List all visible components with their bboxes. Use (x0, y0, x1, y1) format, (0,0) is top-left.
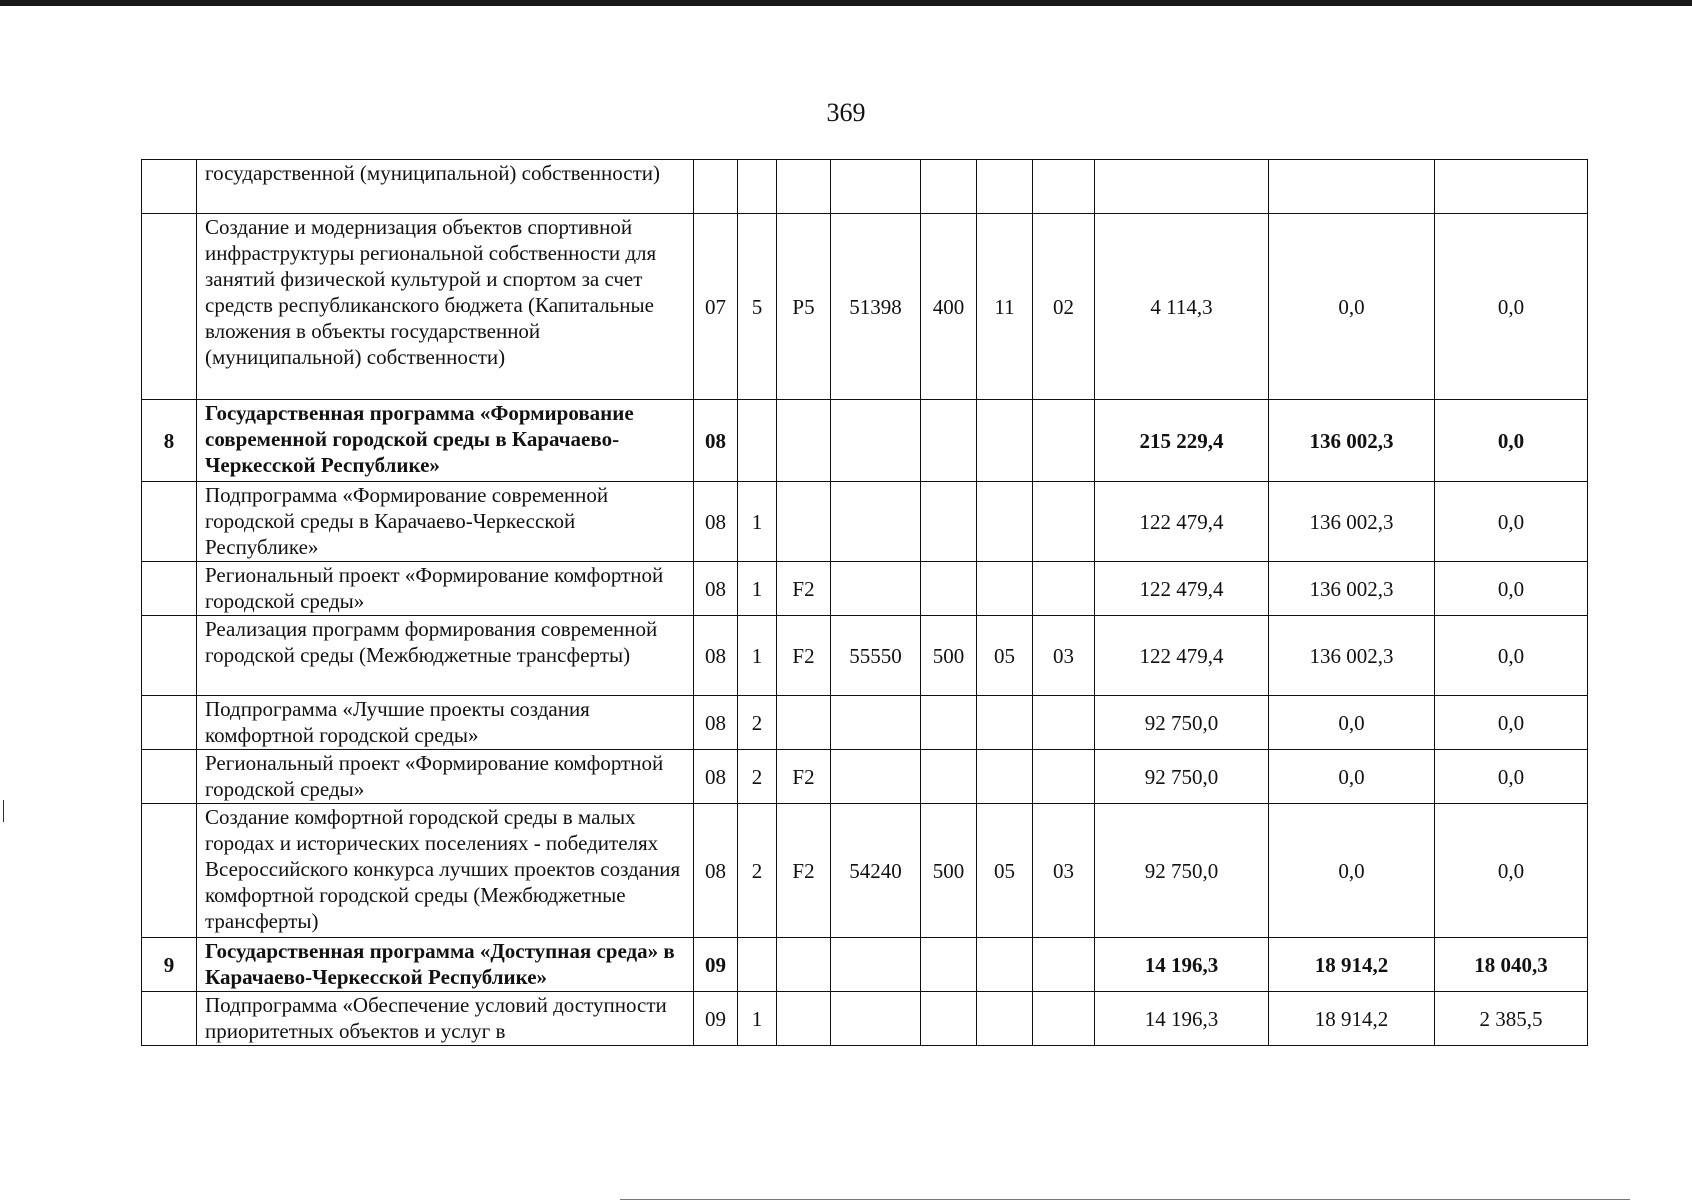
row-number (142, 214, 197, 400)
sum-year-3: 0,0 (1435, 696, 1588, 750)
code-project: F2 (777, 804, 831, 938)
sum-year-1 (1095, 160, 1269, 214)
code-section: 05 (977, 616, 1033, 696)
code-direction: 54240 (831, 804, 921, 938)
code-project: F2 (777, 616, 831, 696)
table-row (142, 562, 1588, 616)
code-expense-type: 500 (921, 804, 977, 938)
row-number (142, 482, 197, 562)
table-row (142, 616, 1588, 696)
row-name: Государственная программа «Формирование современной городской среды в Карачаево-Черкесской Республике» (197, 400, 694, 482)
code-direction (831, 400, 921, 482)
code-project: F2 (777, 562, 831, 616)
code-direction (831, 482, 921, 562)
code-subsection (1033, 696, 1095, 750)
sum-year-3: 18 040,3 (1435, 938, 1588, 992)
code-direction (831, 750, 921, 804)
row-name: Подпрограмма «Обеспечение условий доступности приоритетных объектов и услуг в (197, 992, 694, 1046)
code-expense-type (921, 562, 977, 616)
row-name: Региональный проект «Формирование комфортной городской среды» (197, 562, 694, 616)
code-project (777, 482, 831, 562)
sum-year-3: 0,0 (1435, 750, 1588, 804)
row-name: Подпрограмма «Лучшие проекты создания комфортной городской среды» (197, 696, 694, 750)
table-row (142, 938, 1588, 992)
row-name: Государственная программа «Доступная среда» в Карачаево-Черкесской Республике» (197, 938, 694, 992)
code-program: 08 (694, 400, 738, 482)
code-subprogram (738, 160, 777, 214)
sum-year-1: 122 479,4 (1095, 616, 1269, 696)
code-subsection (1033, 938, 1095, 992)
code-section (977, 562, 1033, 616)
sum-year-3: 0,0 (1435, 482, 1588, 562)
code-subsection (1033, 562, 1095, 616)
code-program: 08 (694, 750, 738, 804)
code-project: P5 (777, 214, 831, 400)
sum-year-2 (1269, 160, 1435, 214)
code-subsection (1033, 482, 1095, 562)
sum-year-2: 0,0 (1269, 214, 1435, 400)
code-subprogram: 1 (738, 616, 777, 696)
code-subprogram (738, 400, 777, 482)
row-number (142, 804, 197, 938)
row-number: 9 (142, 938, 197, 992)
code-section (977, 696, 1033, 750)
code-section (977, 938, 1033, 992)
budget-table (141, 159, 1588, 1046)
table-row (142, 214, 1588, 400)
code-direction (831, 992, 921, 1046)
sum-year-1: 92 750,0 (1095, 804, 1269, 938)
sum-year-1: 14 196,3 (1095, 992, 1269, 1046)
top-rule (0, 0, 1692, 6)
code-expense-type: 500 (921, 616, 977, 696)
row-name: Создание комфортной городской среды в малых городах и исторических поселениях - победителях Всероссийского конкурса лучших проектов создания комфортной городской среды (Межбюджетные трансферты) (197, 804, 694, 938)
code-direction: 55550 (831, 616, 921, 696)
code-subprogram: 1 (738, 482, 777, 562)
code-project (777, 160, 831, 214)
sum-year-2: 18 914,2 (1269, 992, 1435, 1046)
sum-year-3: 0,0 (1435, 562, 1588, 616)
sum-year-3: 2 385,5 (1435, 992, 1588, 1046)
code-subprogram: 5 (738, 214, 777, 400)
code-program: 08 (694, 616, 738, 696)
code-project: F2 (777, 750, 831, 804)
sum-year-3: 0,0 (1435, 400, 1588, 482)
code-section (977, 160, 1033, 214)
code-section (977, 400, 1033, 482)
sum-year-3: 0,0 (1435, 616, 1588, 696)
code-section (977, 750, 1033, 804)
table-row (142, 992, 1588, 1046)
sum-year-1: 92 750,0 (1095, 750, 1269, 804)
code-expense-type (921, 160, 977, 214)
code-subprogram: 1 (738, 562, 777, 616)
code-subsection: 02 (1033, 214, 1095, 400)
code-section (977, 992, 1033, 1046)
code-subprogram: 1 (738, 992, 777, 1046)
code-subsection (1033, 992, 1095, 1046)
code-expense-type (921, 992, 977, 1046)
code-program (694, 160, 738, 214)
table-row (142, 482, 1588, 562)
sum-year-1: 4 114,3 (1095, 214, 1269, 400)
row-name: государственной (муниципальной) собственности) (197, 160, 694, 214)
row-number (142, 696, 197, 750)
code-subsection (1033, 160, 1095, 214)
sum-year-3 (1435, 160, 1588, 214)
table-body (142, 160, 1588, 1046)
scan-mark (3, 800, 4, 822)
sum-year-1: 215 229,4 (1095, 400, 1269, 482)
sum-year-1: 92 750,0 (1095, 696, 1269, 750)
code-section (977, 482, 1033, 562)
table-row (142, 804, 1588, 938)
code-project (777, 696, 831, 750)
code-program: 09 (694, 938, 738, 992)
code-subprogram: 2 (738, 696, 777, 750)
code-subsection (1033, 750, 1095, 804)
sum-year-2: 136 002,3 (1269, 482, 1435, 562)
code-direction (831, 696, 921, 750)
sum-year-2: 18 914,2 (1269, 938, 1435, 992)
row-name: Реализация программ формирования современной городской среды (Межбюджетные трансферты) (197, 616, 694, 696)
code-expense-type: 400 (921, 214, 977, 400)
code-subprogram: 2 (738, 804, 777, 938)
code-expense-type (921, 696, 977, 750)
table-row (142, 750, 1588, 804)
sum-year-3: 0,0 (1435, 214, 1588, 400)
table-row (142, 696, 1588, 750)
code-program: 08 (694, 482, 738, 562)
row-number (142, 562, 197, 616)
sum-year-2: 0,0 (1269, 696, 1435, 750)
table-row (142, 160, 1588, 214)
sum-year-1: 122 479,4 (1095, 562, 1269, 616)
row-number (142, 160, 197, 214)
row-number (142, 992, 197, 1046)
code-project (777, 992, 831, 1046)
row-name: Региональный проект «Формирование комфортной городской среды» (197, 750, 694, 804)
sum-year-2: 0,0 (1269, 750, 1435, 804)
sum-year-2: 136 002,3 (1269, 616, 1435, 696)
code-direction (831, 938, 921, 992)
code-program: 08 (694, 562, 738, 616)
code-direction (831, 562, 921, 616)
code-expense-type (921, 400, 977, 482)
code-project (777, 400, 831, 482)
code-program: 09 (694, 992, 738, 1046)
code-expense-type (921, 938, 977, 992)
code-program: 08 (694, 804, 738, 938)
sum-year-1: 14 196,3 (1095, 938, 1269, 992)
code-subsection: 03 (1033, 616, 1095, 696)
row-number (142, 750, 197, 804)
row-name: Подпрограмма «Формирование современной городской среды в Карачаево-Черкесской Республике» (197, 482, 694, 562)
code-subprogram: 2 (738, 750, 777, 804)
code-direction (831, 160, 921, 214)
sum-year-2: 0,0 (1269, 804, 1435, 938)
code-direction: 51398 (831, 214, 921, 400)
sum-year-2: 136 002,3 (1269, 562, 1435, 616)
code-section: 05 (977, 804, 1033, 938)
code-program: 08 (694, 696, 738, 750)
table-row (142, 400, 1588, 482)
row-number (142, 616, 197, 696)
code-subprogram (738, 938, 777, 992)
code-subsection (1033, 400, 1095, 482)
sum-year-1: 122 479,4 (1095, 482, 1269, 562)
code-program: 07 (694, 214, 738, 400)
code-expense-type (921, 482, 977, 562)
row-name: Создание и модернизация объектов спортивной инфраструктуры региональной собственности для занятий физической культурой и спортом за счет средств республиканского бюджета (Капитальные вложения в объекты государственной (муниципальной) собственности) (197, 214, 694, 400)
code-section: 11 (977, 214, 1033, 400)
code-expense-type (921, 750, 977, 804)
sum-year-3: 0,0 (1435, 804, 1588, 938)
row-number: 8 (142, 400, 197, 482)
code-project (777, 938, 831, 992)
code-subsection: 03 (1033, 804, 1095, 938)
page-number: 369 (826, 98, 866, 127)
sum-year-2: 136 002,3 (1269, 400, 1435, 482)
